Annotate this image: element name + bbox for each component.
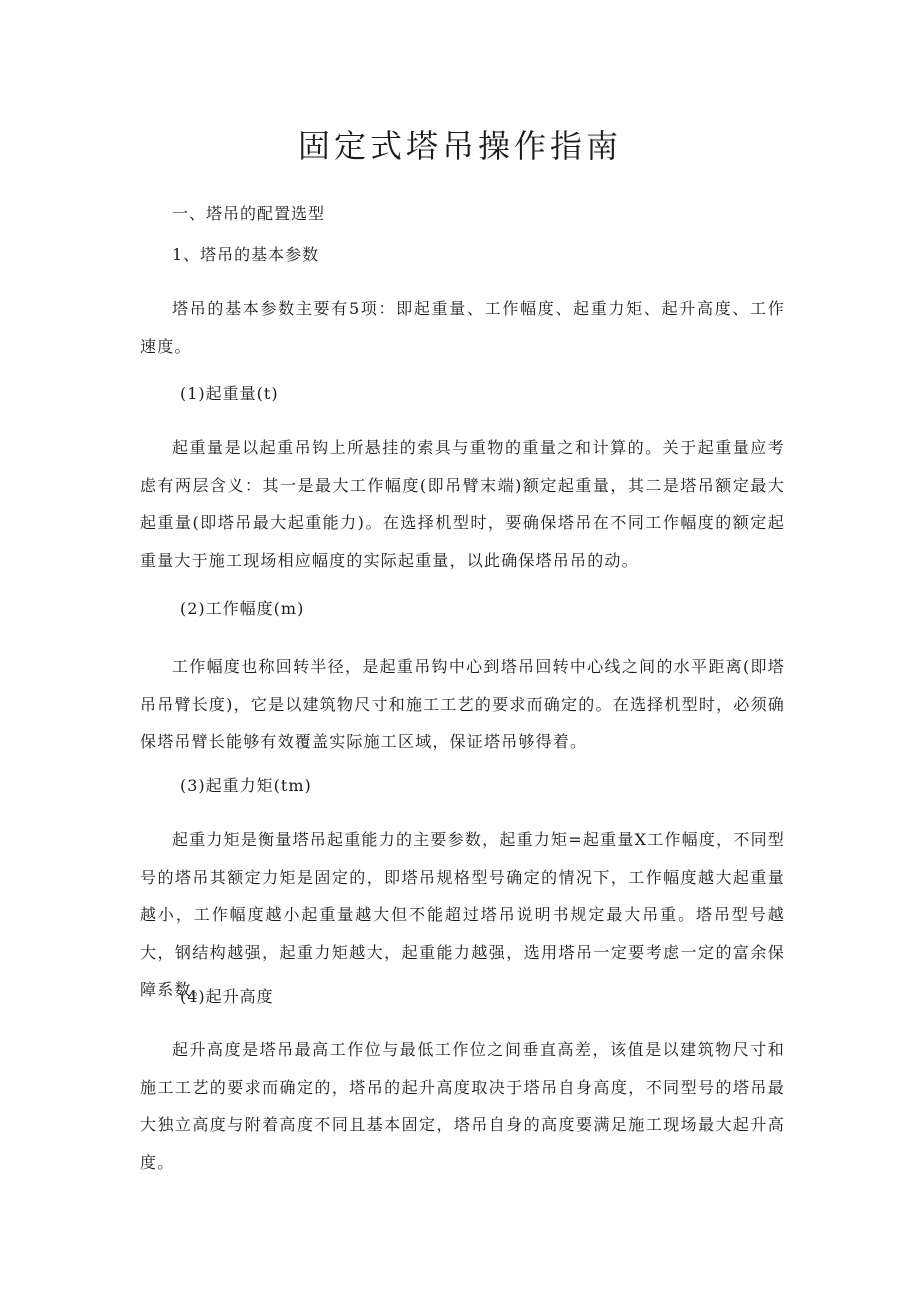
item-text-working-radius: 工作幅度也称回转半径，是起重吊钩中心到塔吊回转中心线之间的水平距离(即塔吊吊臂长度)，它是以建筑物尺寸和施工工艺的要求而确定的。在选择机型时，必须确保塔吊臂长能够有效覆盖实际施工区域，保证塔吊够得着。: [140, 657, 785, 751]
item-text-lifting-moment: 起重力矩是衡量塔吊起重能力的主要参数，起重力矩=起重量X工作幅度，不同型号的塔吊其额定力矩是固定的，即塔吊规格型号确定的情况下，工作幅度越大起重量越小，工作幅度越小起重量越大但不能超过塔吊说明书规定最大吊重。塔吊型号越大，钢结构越强，起重力矩越大，起重能力越强，选用塔吊一定要考虑一定的富余保障系数。: [140, 830, 785, 999]
intro-paragraph: 塔吊的基本参数主要有5项：即起重量、工作幅度、起重力矩、起升高度、工作速度。: [140, 299, 785, 356]
item-heading-lifting-capacity: (1)起重量(t): [180, 384, 279, 403]
item-text-lifting-height: 起升高度是塔吊最高工作位与最低工作位之间垂直高差，该值是以建筑物尺寸和施工工艺的要求而确定的，塔吊的起升高度取决于塔吊自身高度，不同型号的塔吊最大独立高度与附着高度不同且基本固定，塔吊自身的高度要满足施工现场最大起升高度。: [140, 1040, 785, 1172]
item-heading-lifting-height: (4)起升高度: [180, 987, 274, 1006]
document-title: 固定式塔吊操作指南: [297, 127, 622, 165]
item-text-lifting-capacity: 起重量是以起重吊钩上所悬挂的索具与重物的重量之和计算的。关于起重量应考虑有两层含义：其一是最大工作幅度(即吊臂末端)额定起重量，其二是塔吊额定最大起重量(即塔吊最大起重能力)。在选择机型时，要确保塔吊在不同工作幅度的额定起重量大于施工现场相应幅度的实际起重量，以此确保塔吊吊的动。: [140, 438, 785, 570]
item-heading-lifting-moment: (3)起重力矩(tm): [180, 776, 312, 795]
section-heading: 一、塔吊的配置选型: [172, 204, 326, 223]
item-heading-working-radius: (2)工作幅度(m): [180, 599, 305, 618]
subsection-heading: 1、塔吊的基本参数: [172, 245, 320, 264]
